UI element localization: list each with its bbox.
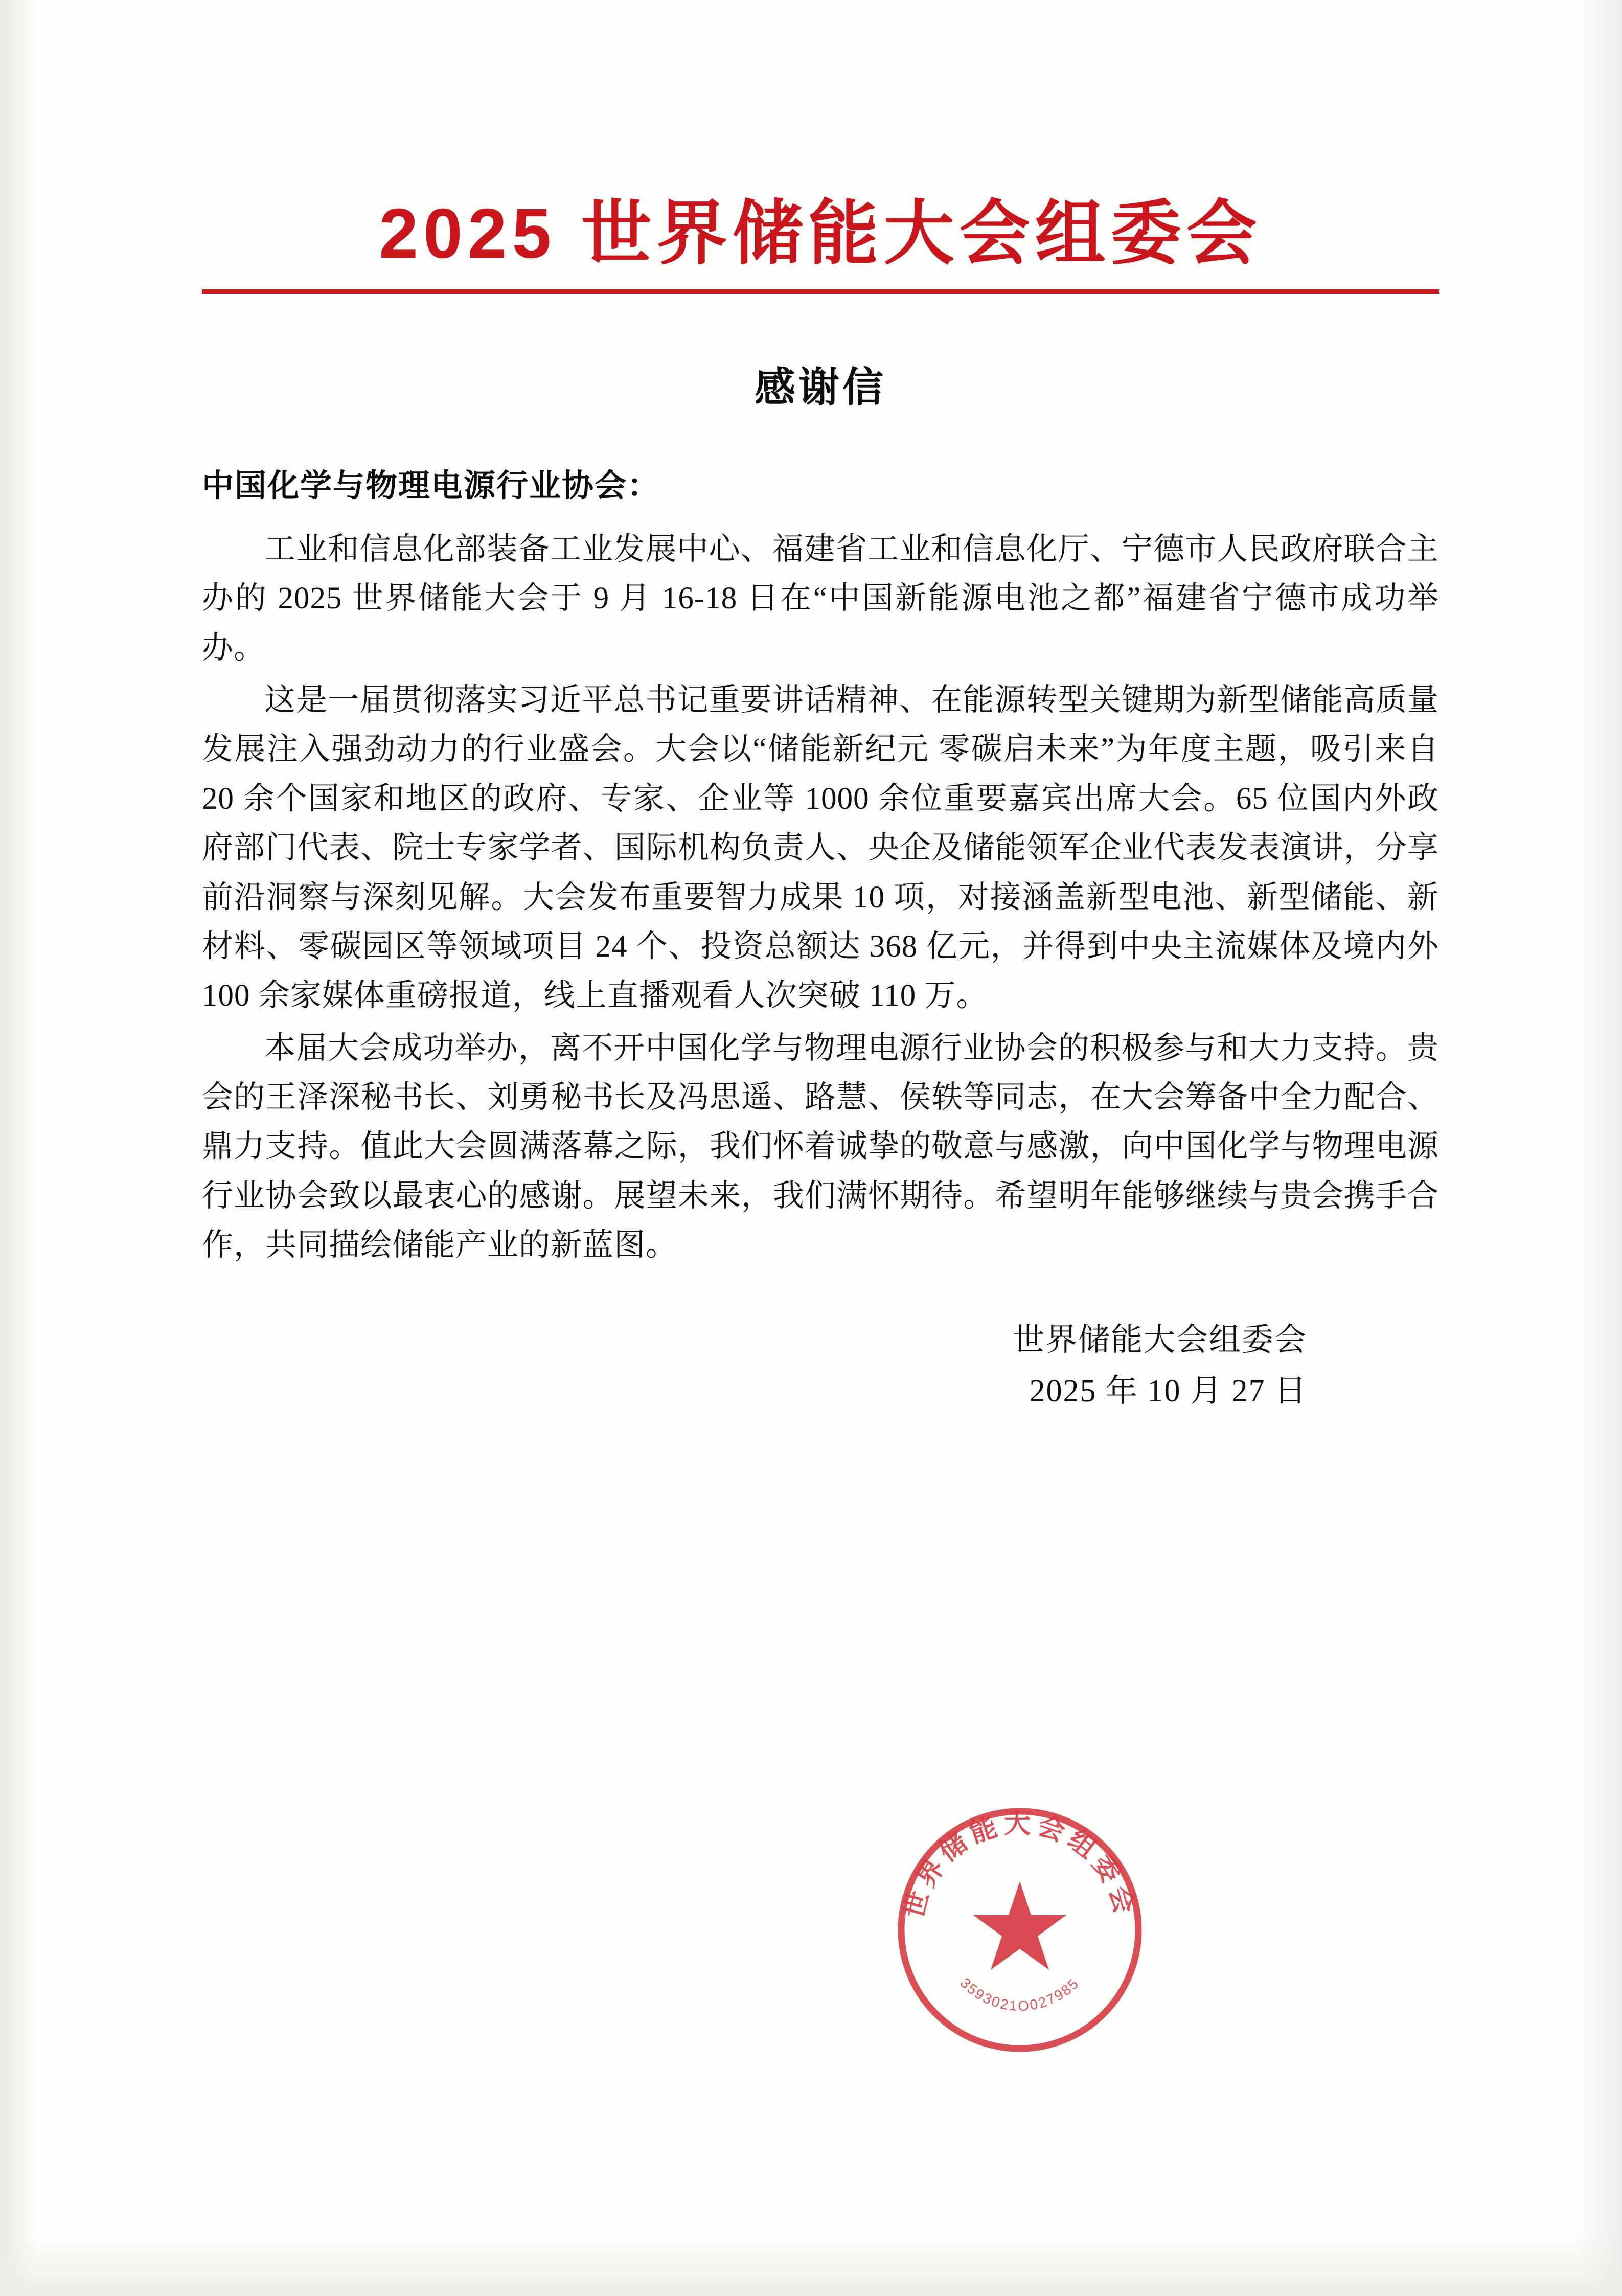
svg-text:世界储能大会组委会: 世界储能大会组委会: [899, 1809, 1140, 1922]
svg-text:3593021O027985: 3593021O027985: [957, 1974, 1083, 2014]
letterhead-title: 2025 世界储能大会组委会: [379, 194, 1262, 273]
page-title: 感谢信: [755, 364, 886, 410]
document-content: [202, 0, 1439, 1417]
paragraph: 这是一届贯彻落实习近平总书记重要讲话精神、在能源转型关键期为新型储能高质量发展注入强劲动力的行业盛会。大会以“储能新纪元 零碳启未来”为年度主题，吸引来自 20 余个国家和地区的政府、专家、企业等 1000 余位重要嘉宾出席大会。65 位国内外政府部门代表、院士专家学者、国际机构负责人、央企及储能领军企业代表发表演讲，分享前沿洞察与深刻见解。大会发布重要智力成果 10 项，对接涵盖新型电池、新型储能、新材料、零碳园区等领域项目 24 个、投资总额达 368 亿元，并得到中央主流媒体及境内外 100 余家媒体重磅报道，线上直播观看人次突破 110 万。: [202, 683, 1439, 1013]
scan-edge-bottom: [0, 2235, 1622, 2296]
signature-block: [202, 1314, 1439, 1417]
scan-edge-right: [1576, 0, 1622, 2296]
paragraph: 本届大会成功举办，离不开中国化学与物理电源行业协会的积极参与和大力支持。贵会的王泽深秘书长、刘勇秘书长及冯思遥、路慧、侯轶等同志，在大会筹备中全力配合、鼎力支持。值此大会圆满落幕之际，我们怀着诚挚的敬意与感激，向中国化学与物理电源行业协会致以最衷心的感谢。展望未来，我们满怀期待。希望明年能够继续与贵会携手合作，共同描绘储能产业的新蓝图。: [202, 1031, 1439, 1263]
scan-edge-left: [0, 0, 36, 2296]
signature-organization: 世界储能大会组委会: [1012, 1322, 1307, 1357]
letterhead: [202, 194, 1439, 294]
salutation: 中国化学与物理电源行业协会：: [202, 468, 660, 504]
letterhead-divider: [202, 289, 1439, 294]
paragraph: 工业和信息化部装备工业发展中心、福建省工业和信息化厅、宁德市人民政府联合主办的 2025 世界储能大会于 9 月 16-18 日在“中国新能源电池之都”福建省宁德市成功举办。: [202, 532, 1439, 665]
official-seal-stamp: [892, 1802, 1148, 2058]
body-text: [202, 525, 1439, 1270]
signature-date: 2025 年 10 月 27 日: [1029, 1373, 1307, 1408]
